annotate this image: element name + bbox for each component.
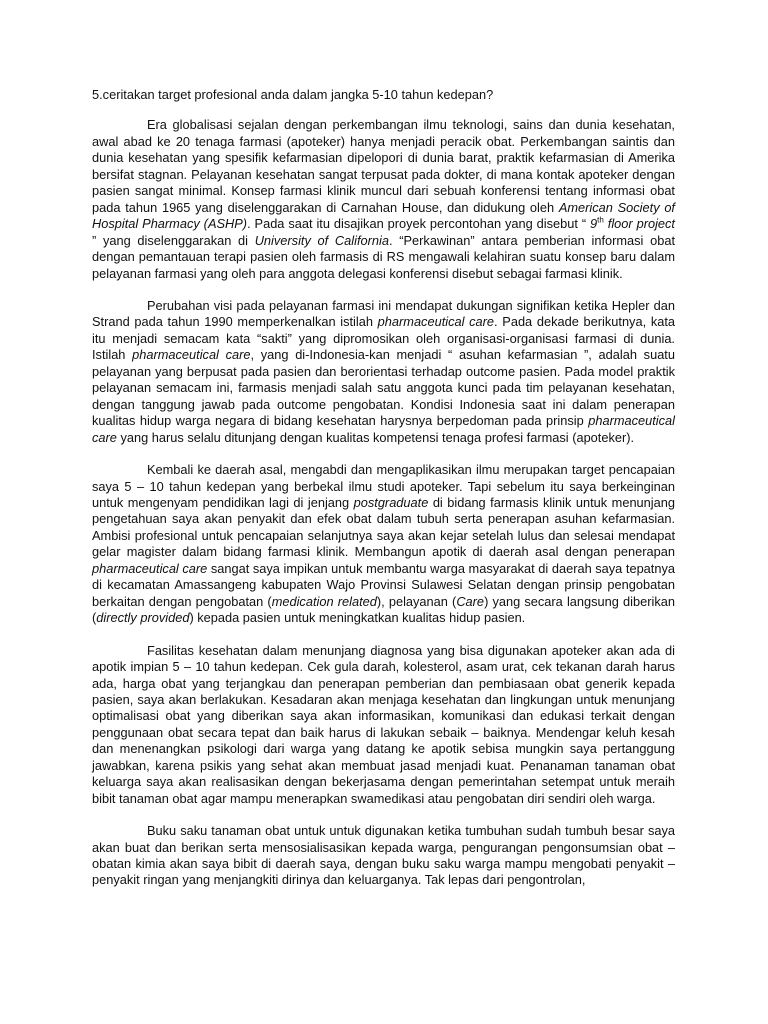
text-run: ), pelayanan ( bbox=[376, 593, 457, 609]
text-run: ” yang diselenggarakan di bbox=[92, 232, 255, 248]
text-run: Perubahan visi pada pelayanan farmasi ini mendapat dukungan signifikan ketika Hepler dan Strand pada tahun 1990 memperkenalkan istilah bbox=[92, 297, 675, 330]
italic-text-run: postgraduate bbox=[353, 494, 429, 510]
text-run: Kembali ke daerah asal, mengabdi dan mengaplikasikan ilmu merupakan target pencapaian saya 5 – 10 tahun kedepan yang berbekal ilmu studi apoteker. Tapi sebelum itu saya berkeinginan untuk mengenyam pendidikan lagi di jenjang bbox=[92, 462, 675, 510]
question-heading: 5.ceritakan target profesional anda dalam jangka 5-10 tahun kedepan? bbox=[92, 87, 494, 102]
italic-text-run: pharmaceutical care bbox=[132, 347, 251, 363]
text-run: . “Perkawinan” antara pemberian informasi obat dengan pemantauan terapi pasien oleh farmasis di RS mengawali kelahiran suatu konsep baru dalam pelayanan farmasi yang oleh para anggota delegasi konferensi disebut sebagai farmasi klinik. bbox=[92, 232, 676, 281]
text-run: ) yang secara langsung diberikan ( bbox=[92, 593, 675, 626]
superscript-run: th bbox=[597, 215, 604, 225]
paragraph-1 bbox=[92, 117, 675, 282]
italic-text-run: pharmaceutical care bbox=[92, 413, 675, 445]
italic-text-run: Care bbox=[456, 593, 485, 609]
document-page bbox=[92, 87, 675, 889]
text-run: yang harus selalu ditunjang dengan kualitas kompetensi tenaga profesi farmasi (apoteker). bbox=[116, 429, 635, 445]
italic-text-run: medication related bbox=[271, 593, 377, 609]
paragraph-2 bbox=[92, 298, 675, 446]
text-run: , yang di-Indonesia-kan menjadi “ asuhan kefarmasian ”, adalah suatu pelayanan yang berpusat pada pasien dan berorientasi terhadap outcome pasien. Pada model praktik pelayanan semacam ini, farmasis menjadi salah satu anggota kunci pada tim pelayanan kesehatan, dengan tanggung jawab pada outcome pengobatan. Kondisi Indonesia saat ini dalam penerapan kualitas hidup warga negara di bidang kesehatan harysnya berpedoman pada prinsip bbox=[92, 347, 675, 429]
paragraph-5 bbox=[92, 823, 675, 889]
italic-text-run: floor project bbox=[603, 216, 675, 232]
text-run: . Pada saat itu disajikan proyek percontohan yang disebut “ bbox=[247, 216, 591, 232]
italic-text-run: directly provided bbox=[96, 610, 190, 626]
text-run: sangat saya impikan untuk membantu warga masyarakat di daerah saya tepatnya di kecamatan Amassangeng kabupaten Wajo Provinsi Sulawesi Selatan dengan prinsip pengobatan berkaitan dengan pengobatan ( bbox=[92, 560, 675, 609]
text-run: Era globalisasi sejalan dengan perkembangan ilmu teknologi, sains dan dunia kesehatan, awal abad ke 20 tenaga farmasi (apoteker) hanya menjadi peracik obat. Perkembangan saintis dan dunia kesehatan yang spesifik kefarmasian dipelopori di dunia barat, praktik kefarmasian di Amerika bersifat stagnan. Pelayanan kesehatan sangat terpusat pada dokter, di mana kontak apoteker dengan pasien sangat minimal. Konsep farmasi klinik muncul dari sebuah konferensi tentang informasi obat pada tahun 1965 yang diselenggarakan di Carnahan House, dan didukung oleh bbox=[92, 117, 675, 215]
italic-text-run: pharmaceutical care bbox=[92, 560, 208, 576]
italic-text-run: American Society of Hospital Pharmacy (ASHP) bbox=[92, 199, 675, 232]
text-run: Fasilitas kesehatan dalam menunjang diagnosa yang bisa digunakan apoteker akan ada di apotik impian 5 – 10 tahun kedepan. Cek gula darah, kolesterol, asam urat, cek tekanan darah harus ada, harga obat yang terjangkau dan penerapan pemberian dan pembiasaan obat generik kepada pasien, saya akan berlakukan. Kesadaran akan menjaga kesehatan dan lingkungan untuk menunjang optimalisasi obat yang diberikan saya akan informasikan, komunikasi dan edukasi terkait dengan penggunaan obat secara tepat dan baik harus di lakukan sebaik – baiknya. Mendengar keluh kesah dan menenangkan psikologi dari warga yang datang ke apotik sebisa mungkin saya pertanggung jawabkan, karena psikis yang sehat akan membuat jasad menjadi kuat. Penanaman tanaman obat keluarga saya akan realisasikan dengan bekerjasama dengan pemerintahan setempat untuk meraih bibit tanaman obat agar mampu menerapkan swamedikasi atau pengobatan diri sendiri oleh warga. bbox=[92, 642, 675, 806]
paragraph-4 bbox=[92, 643, 675, 808]
text-run: Buku saku tanaman obat untuk untuk digunakan ketika tumbuhan sudah tumbuh besar saya akan buat dan berikan serta mensosialisasikan kepada warga, pengurangan pengonsumsian obat – obatan kimia akan saya bibit di daerah saya, dengan buku saku warga mampu mengobati penyakit – penyakit ringan yang menjangkiti dirinya dan keluarganya. Tak lepas dari pengontrolan, bbox=[92, 823, 675, 888]
paragraph-3 bbox=[92, 462, 675, 627]
italic-text-run: 9 bbox=[590, 216, 598, 232]
text-run: . Pada dekade berikutnya, kata itu menjadi semacam kata “sakti” yang dipromosikan oleh organisasi-organisasi farmasi di dunia. Istilah bbox=[92, 314, 676, 363]
text-run: ) kepada pasien untuk meningkatkan kualitas hidup pasien. bbox=[189, 610, 526, 626]
text-run: di bidang farmasis klinik untuk menunjang pengetahuan saya akan penyakit dan efek obat dalam tubuh serta penerapan asuhan kefarmasian. Ambisi profesional untuk pencapaian selanjutnya saya akan kejar setelah lulus dan selesai mendapat gelar magister dalam bidang farmasi klinik. Membangun apotik di daerah asal dengan penerapan bbox=[92, 494, 675, 560]
italic-text-run: University of California bbox=[254, 232, 389, 248]
italic-text-run: pharmaceutical care bbox=[377, 314, 495, 330]
